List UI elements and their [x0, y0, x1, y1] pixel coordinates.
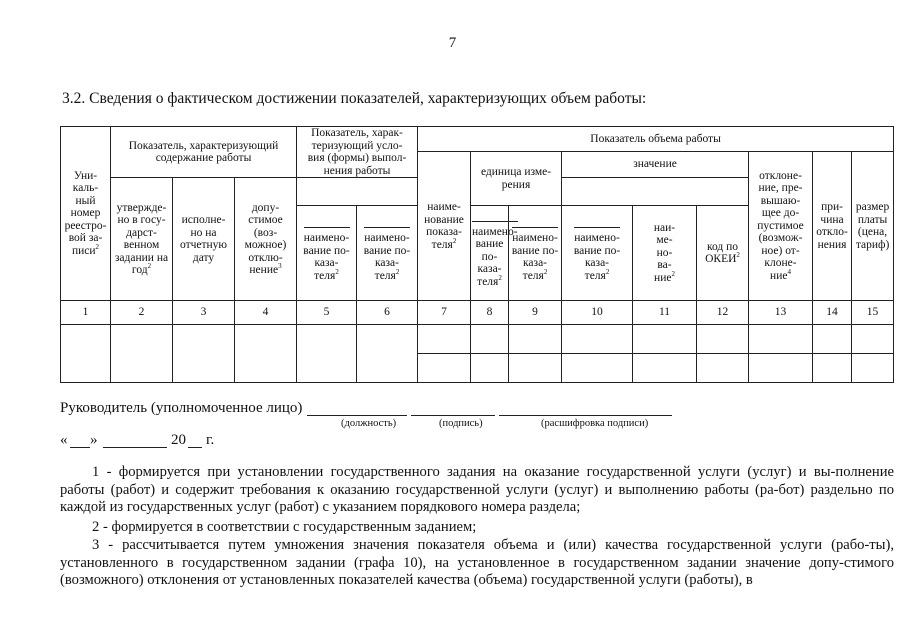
header-allowed-deviation: допу- стимое (воз- можное) отклю- нение$^3$: [235, 178, 297, 301]
table-cell[interactable]: [633, 325, 697, 354]
header-unit-group: единица изме- рения: [471, 152, 562, 206]
date-quote-open: «: [60, 432, 68, 448]
position-line[interactable]: [307, 415, 407, 416]
table-cell[interactable]: [749, 354, 813, 383]
caption-decode: (расшифровка подписи): [541, 418, 649, 429]
header-unit-name: наи- ме- но- ва- ние$^2$: [633, 206, 697, 301]
column-numbers-row: [61, 301, 894, 325]
header-value-group: значение: [562, 152, 749, 178]
header-conditions-group: Показатель, харак- теризующий усло- вия (формы) выпол- нения работы: [297, 127, 418, 178]
section-title: 3.2. Сведения о фактическом достижении показателей, характеризующих объем работы:: [62, 90, 647, 107]
col-number: 10: [562, 301, 633, 325]
date-month-line[interactable]: [103, 447, 167, 448]
table-row: [61, 325, 894, 354]
table-cell[interactable]: [297, 325, 357, 383]
col-number: 4: [235, 301, 297, 325]
table-cell[interactable]: [173, 325, 235, 383]
col-number: 14: [813, 301, 852, 325]
table-cell[interactable]: [111, 325, 173, 383]
col-number: 11: [633, 301, 697, 325]
header-conditions-name-1: наимено- вание по- каза- теля$^2$: [509, 206, 562, 301]
table-cell[interactable]: [471, 354, 509, 383]
date-year-line[interactable]: [188, 447, 202, 448]
header-deviation-exceeding: отклоне- ние, пре- вышаю- щее до- пустимое (возмож- ное) от- клоне- ние$^4$: [749, 152, 813, 301]
date-year-prefix: 20: [171, 432, 186, 448]
table-cell[interactable]: [749, 325, 813, 354]
table-cell[interactable]: [357, 325, 418, 383]
table-cell[interactable]: [235, 325, 297, 383]
signature-line[interactable]: [411, 415, 495, 416]
header-volume-group: Показатель объема работы: [418, 127, 894, 152]
table-cell[interactable]: [418, 354, 471, 383]
header-content-group: Показатель, характеризующий содержание работы: [111, 127, 297, 178]
col-number: 7: [418, 301, 471, 325]
table-cell[interactable]: [509, 325, 562, 354]
volume-indicators-table: [60, 126, 894, 383]
header-conditions-name-2: наимено- вание по- каза- теля$^2$: [562, 206, 633, 301]
header-executed-value: исполне- но на отчетную дату: [173, 178, 235, 301]
header-registry-number: Уни- каль- ный номер реестро- вой за- писи$^2$: [61, 127, 111, 301]
footnote-2: 2 - формируется в соответствии с государственным заданием;: [92, 519, 477, 535]
col-number: 8: [471, 301, 509, 325]
head-label: Руководитель (уполномоченное лицо): [60, 400, 303, 416]
header-content-name-1: наимено- вание по- каза- теля$^2$: [297, 206, 357, 301]
col-number: 15: [852, 301, 894, 325]
table-cell[interactable]: [813, 354, 852, 383]
date-day-line[interactable]: [70, 447, 90, 448]
col-number: 9: [509, 301, 562, 325]
header-content-name-2: наимено- вание по- каза- теля$^2$: [357, 206, 418, 301]
header-deviation-reason: при- чина откло- нения: [813, 152, 852, 301]
header-payment-amount: размер платы (цена, тариф): [852, 152, 894, 301]
header-approved-value: утвержде- но в госу- дарст- венном задании на год$^2$: [111, 178, 173, 301]
table-cell[interactable]: [562, 325, 633, 354]
table-cell[interactable]: [418, 325, 471, 354]
col-number: 2: [111, 301, 173, 325]
page-number: 7: [448, 35, 457, 51]
footnote-3: 3 - рассчитывается путем умножения значения показателя объема и (или) качества государственной услуги (рабо-ты), установленного в государственном задании (графа 10), на установленное в государственном задании значение допу-стимого (возможного) отклонения от установленных показателей качества (объема) государственной услуги (работы), в: [60, 537, 894, 588]
date-quote-close: »: [90, 432, 98, 448]
col-number: 5: [297, 301, 357, 325]
col-number: 12: [697, 301, 749, 325]
table-cell[interactable]: [697, 354, 749, 383]
decode-line[interactable]: [499, 415, 672, 416]
header-content-name-3: наимено- вание по- каза- теля$^2$: [471, 206, 509, 301]
table-cell[interactable]: [852, 354, 894, 383]
col-number: 3: [173, 301, 235, 325]
col-number: 13: [749, 301, 813, 325]
footnote-1: 1 - формируется при установлении государственного задания на оказание государственной услуги (услуг) и вы-полнение работы (работ) и содержит требования к оказанию государственной услуги (услуг) и выполнению работы (ра-бот) раздельно по каждой из государственных услуг (работ) с указанием порядкового номера раздела;: [60, 464, 894, 515]
table-cell[interactable]: [509, 354, 562, 383]
header-indicator-name: наиме- нование показа- теля$^2$: [418, 152, 471, 301]
table-cell[interactable]: [562, 354, 633, 383]
table-cell[interactable]: [852, 325, 894, 354]
table-cell[interactable]: [61, 325, 111, 383]
caption-signature: (подпись): [439, 418, 483, 429]
header-okei-code: код по ОКЕИ$^2$: [697, 206, 749, 301]
caption-position: (должность): [341, 418, 397, 429]
table-cell[interactable]: [471, 325, 509, 354]
col-number: 1: [61, 301, 111, 325]
table-cell[interactable]: [697, 325, 749, 354]
table-cell[interactable]: [633, 354, 697, 383]
date-year-suffix: г.: [206, 432, 215, 448]
table-cell[interactable]: [813, 325, 852, 354]
col-number: 6: [357, 301, 418, 325]
